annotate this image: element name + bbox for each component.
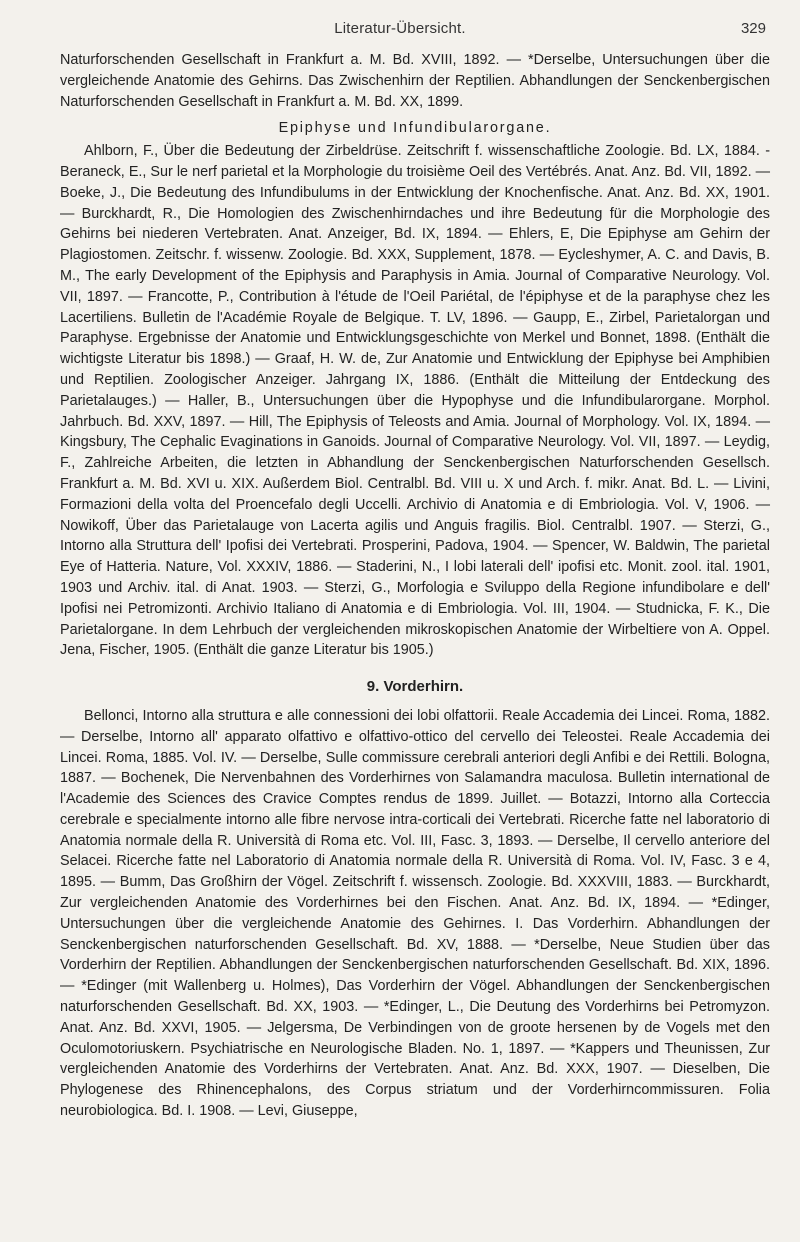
intro-paragraph: Naturforschenden Gesellschaft in Frankfurt a. M. Bd. XVIII, 1892. — *Derselbe, Untersuchungen über die vergleichende Anatomie des Gehirns. Das Zwischenhirn der Reptilien. Abhandlungen der Senckenbergischen Naturforschenden Gesellschaft in Frankfurt a. M. Bd. XX, 1899. <box>60 52 770 110</box>
running-head: Literatur-Übersicht. <box>334 20 466 37</box>
body-text <box>60 50 770 1122</box>
epiphyse-heading: Epiphyse und Infundibularorgane. <box>278 120 552 137</box>
vorderhirn-paragraph: Bellonci, Intorno alla struttura e alle connessioni dei lobi olfattorii. Reale Accademia dei Lincei. Roma, 1882. — Derselbe, Intorno all' apparato olfattivo e olfattivo-ottico del cervello dei Teleostei. Reale Accademia dei Lincei. Roma, 1885. Vol. IV. — Derselbe, Sulle commissure cerebrali anteriori degli Anfibi e dei Rettili. Bologna, 1887. — Bochenek, Die Nervenbahnen des Vorderhirnes von Salamandra maculosa. Bulletin international de l'Academie des Sciences des Cravice Comptes rendus de 1899. Juillet. — Botazzi, Intorno alla Corteccia cerebrale e specialmente intorno alle fibre nervose intra-corticali dei Vertebrati. Ricerche fatte nel laboratorio di Anatomia normale della R. Università di Roma etc. Vol. III, Fasc. 3, 1893. — Derselbe, Il cervello anteriore del Selacei. Ricerche fatte nel Laboratorio di Anatomia normale della R. Università di Roma. Vol. IV, Fasc. 3 e 4, 1895. — Bumm, Das Großhirn der Vögel. Zeitschrift f. wissensch. Zoologie. Bd. XXXVIII, 1883. — Burckhardt, Zur vergleichenden Anatomie des Vorderhirnes bei den Fischen. Anat. Anz. Bd. IX, 1894. — *Edinger, Untersuchungen über die vergleichende Anatomie des Gehirnes. I. Das Vorderhirn. Abhandlungen der Senckenbergischen naturforschenden Gesellschaft. Bd. XV, 1888. — *Derselbe, Neue Studien über das Vorderhirn der Reptilien. Abhandlungen der Senckenbergischen naturforschenden Gesellschaft. Bd. XIX, 1896. — *Edinger (mit Wallenberg u. Holmes), Das Vorderhirn der Vögel. Abhandlungen der Senckenbergischen naturforschenden Gesellschaft. Bd. XX, 1903. — *Edinger, L., Die Deutung des Vorderhirns bei Petromyzon. Anat. Anz. Bd. XXVI, 1905. — Jelgersma, De Verbindingen von de groote hersenen by de Vogels met den Oculomotoriuskern. Psychiatrische en Neurologische Bladen. No. 1, 1897. — *Kappers und Theunissen, Zur vergleichenden Anatomie des Vorderhirns der Vertebraten. Anat. Anz. Bd. XXX, 1907. — Dieselben, Die Phylogenese des Rhinencephalons, des Corpus striatum und der Vorderhirncommissuren. Folia neurobiologica. Bd. I. 1908. — Levi, Giuseppe, <box>60 707 770 1120</box>
vorderhirn-heading: 9. Vorderhirn. <box>366 678 464 696</box>
page-number: 329 <box>740 20 766 37</box>
epiphyse-paragraph: Ahlborn, F., Über die Bedeutung der Zirbeldrüse. Zeitschrift f. wissenschaftliche Zoologie. Bd. LX, 1884. - Beraneck, E., Sur le nerf parietal et la Morphologie du troisième Oeil des Vertébrés. Anat. Anz. Bd. VII, 1892. — Boeke, J., Die Bedeutung des Infundibulums in der Entwicklung der Knochenfische. Anat. Anz. Bd. XX, 1901. — Burckhardt, R., Die Homologien des Zwischenhirndaches und ihre Bedeutung für die Morphologie des Gehirns bei niederen Vertebraten. Anat. Anzeiger, Bd. IX, 1894. — Ehlers, E, Die Epiphyse am Gehirn der Plagiostomen. Zeitschr. f. wissenw. Zoologie. Bd. XXX, Supplement, 1878. — Eycleshymer, A. C. and Davis, B. M., The early Development of the Epiphysis and Paraphysis in Amia. Journal of Comparative Neurology. Vol. VII, 1897. — Francotte, P., Contribution à l'étude de l'Oeil Pariétal, de l'épiphyse et de la paraphyse chez les Lacertiliens. Bulletin de l'Académie Royale de Belgique. T. LV, 1896. — Gaupp, E., Zirbel, Parietalorgan und Paraphyse. Ergebnisse der Anatomie und Entwicklungsgeschichte von Merkel und Bonnet, 1898. (Enthält die wichtigste Literatur bis 1898.) — Graaf, H. W. de, Zur Anatomie und Entwicklung der Epiphyse bei Amphibien und Reptilien. Zoologischer Anzeiger. Jahrgang IX, 1886. (Enthält die Mitteilung der Entdeckung des Parietalauges.) — Haller, B., Untersuchungen über die Hypophyse und die Infundibularorgane. Morphol. Jahrbuch. Bd. XXV, 1897. — Hill, The Epiphysis of Teleosts and Amia. Journal of Morphology. Vol. IX, 1894. — Kingsbury, The Cephalic Evaginations in Ganoids. Journal of Comparative Neurology. Vol. VII, 1897. — Leydig, F., Zahlreiche Arbeiten, die letzten in Abhandlung der Senckenbergischen Naturforschenden Gesellsch. Frankfurt a. M. Bd. XVI u. XIX. Außerdem Biol. Centralbl. Bd. VIII u. X und Arch. f. mikr. Anat. Bd. L. — Livini, Formazioni della volta del Proencefalo degli Uccelli. Archivio di Anatomia e di Embriologia. Vol. V, 1906. — Nowikoff, Über das Parietalauge von Lacerta agilis und Anguis fragilis. Biol. Centralbl. 1907. — Sterzi, G., Intorno alla Struttura dell' Ipofisi dei Vertebrati. Prosperini, Padova, 1904. — Spencer, W. Baldwin, The parietal Eye of Hatteria. Nature, Vol. XXXIV, 1886. — Staderini, N., I lobi laterali dell' ipofisi etc. Monit. zool. ital. 1901, 1903 und Archiv. ital. di Anat. 1903. — Sterzi, G., Morfologia e Sviluppo della Regione infundibolare e dell' Ipofisi nei Petromizonti. Archivio Italiano di Anatomia e di Embriologia. Vol. III, 1904. — Studnicka, F. K., Die Parietalorgane. In dem Lehrbuch der vergleichenden mikroskopischen Anatomie der Wirbeltiere von A. Oppel. Jena, Fischer, 1905. (Enthält die ganze Literatur bis 1905.) <box>60 143 770 659</box>
